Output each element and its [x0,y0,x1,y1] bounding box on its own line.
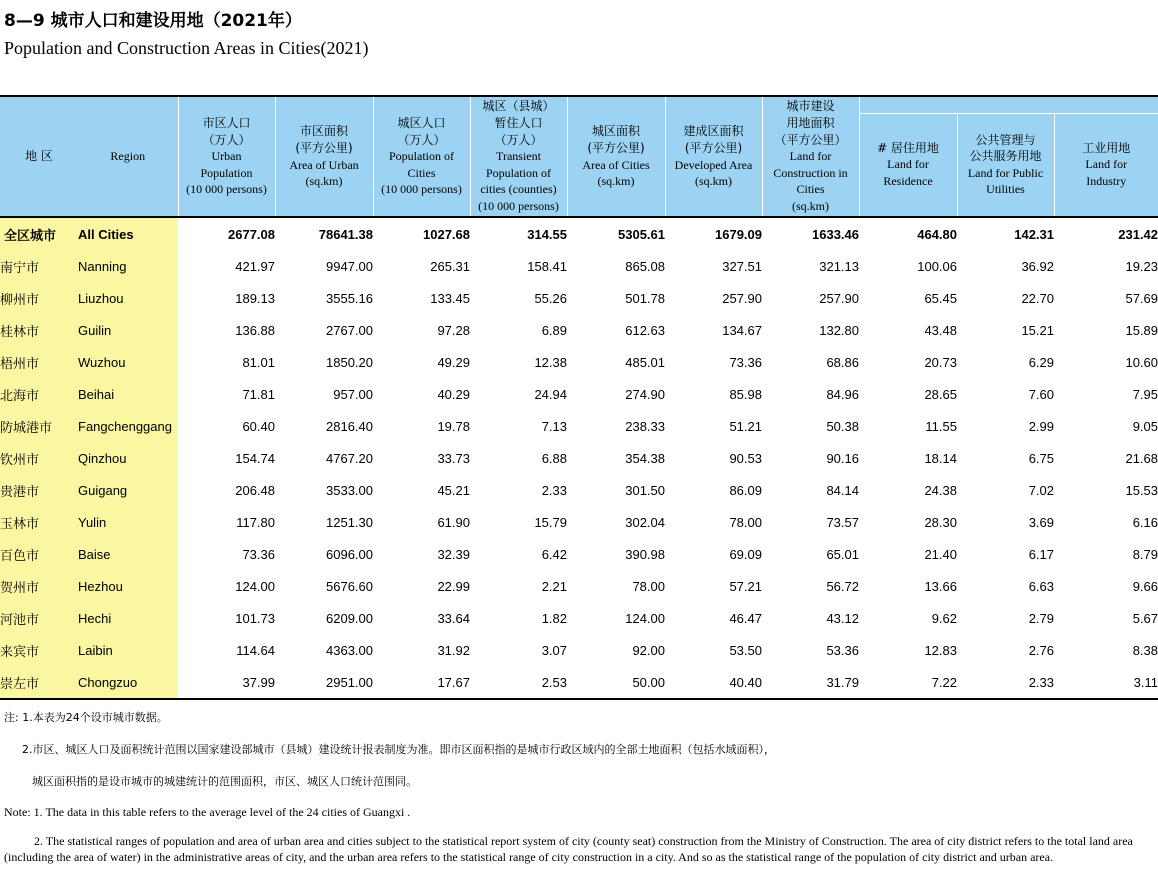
data-table [0,95,1158,700]
table-cell: 24.38 [924,482,957,498]
table-cell: 20.73 [924,354,957,370]
region-name-cn: 贵港市 [0,474,78,506]
table-cell: 257.90 [819,290,859,306]
table-cell: 6209.00 [326,610,373,626]
table-cell: 78.00 [632,578,665,594]
table-row [0,410,1158,442]
table-cell: 2816.40 [326,418,373,434]
table-cell: 3533.00 [326,482,373,498]
table-cell: 19.23 [1125,258,1158,274]
table-cell: 134.67 [722,322,762,338]
table-cell: 114.64 [236,642,275,658]
region-name-en: Guigang [78,474,178,506]
header-industry-land: 工业用地 Land for Industry [1054,113,1158,217]
table-cell: 3.11 [1054,666,1158,699]
table-cell: 15.89 [1125,322,1158,338]
table-header [0,96,1158,217]
table-cell: 2.33 [541,482,567,498]
table-cell: 97.28 [437,322,470,338]
table-cell: 154.74 [235,450,275,466]
table-cell: 321.13 [819,258,859,274]
table-cell: 60.40 [242,418,275,434]
region-name-en: Chongzuo [78,666,178,699]
table-cell: 50.38 [826,418,859,434]
table-cell: 158.41 [527,258,567,274]
table-cell: 231.42 [1054,217,1158,250]
table-cell: 464.80 [859,217,957,250]
table-cell: 142.31 [957,217,1054,250]
table-cell: 1679.09 [665,217,762,250]
header-land-group [859,96,1158,113]
table-cell: 68.86 [826,354,859,370]
table-cell: 7.02 [1028,482,1054,498]
table-cell: 15.21 [1021,322,1054,338]
region-name-en: Nanning [78,250,178,282]
table-cell: 28.65 [924,386,957,402]
note-cn-3: 城区面积指的是设市城市的城建统计的范围面积，市区、城区人口统计范围同。 [32,775,417,788]
table-row [0,250,1158,282]
table-cell: 12.38 [534,354,567,370]
table-cell: 957.00 [333,386,373,402]
table-row [0,314,1158,346]
table-cell: 101.73 [235,610,275,626]
table-cell: 55.26 [534,290,567,306]
table-cell: 85.98 [729,386,762,402]
page-title-cn: 8—9 城市人口和建设用地（2021年） [4,11,302,31]
table-cell: 6096.00 [326,546,373,562]
table-cell: 485.01 [625,354,665,370]
table-cell: 78.00 [729,514,762,530]
table-cell: 301.50 [625,482,665,498]
table-cell: 21.40 [924,546,957,562]
table-cell: 9.05 [1132,418,1158,434]
table-cell: 421.97 [235,258,275,274]
region-name-cn: 北海市 [0,378,78,410]
table-cell: 3.69 [1028,514,1054,530]
table-cell: 40.29 [437,386,470,402]
table-cell: 18.14 [924,450,957,466]
table-cell: 49.29 [437,354,470,370]
table-cell: 51.21 [729,418,762,434]
table-cell: 37.99 [178,666,275,699]
table-cell: 2951.00 [275,666,373,699]
table-cell: 136.88 [235,322,275,338]
table-cell: 6.42 [541,546,567,562]
table-cell: 2767.00 [326,322,373,338]
table-cell: 56.72 [826,578,859,594]
table-cell: 117.80 [236,514,275,530]
table-cell: 65.45 [924,290,957,306]
table-cell: 3.07 [541,642,567,658]
region-name-cn: 防城港市 [0,410,78,442]
region-name-cn: 河池市 [0,602,78,634]
region-name-en: Fangchenggang [78,410,178,442]
table-cell: 46.47 [729,610,762,626]
table-cell: 7.22 [859,666,957,699]
table-cell: 2677.08 [178,217,275,250]
region-name-cn: 贺州市 [0,570,78,602]
table-row [0,634,1158,666]
table-row [0,346,1158,378]
table-cell: 9.62 [931,610,957,626]
region-name-en: Yulin [78,506,178,538]
table-cell: 31.92 [437,642,470,658]
table-cell: 8.79 [1132,546,1158,562]
table-cell: 1251.30 [326,514,373,530]
table-cell: 5676.60 [326,578,373,594]
table-cell: 7.60 [1028,386,1054,402]
table-cell: 43.48 [924,322,957,338]
header-region-cn: 地 区 [0,96,78,217]
region-name-cn: 崇左市 [0,666,78,699]
table-cell: 84.14 [826,482,859,498]
table-cell: 7.95 [1132,386,1158,402]
header-construction-land: 城市建设 用地面积 （平方公里） Land for Construction in Cities (sq.km) [762,96,859,217]
table-cell: 5.67 [1132,610,1158,626]
table-cell: 69.09 [729,546,762,562]
table-cell: 15.79 [534,514,567,530]
table-cell: 354.38 [625,450,665,466]
table-cell: 12.83 [924,642,957,658]
table-cell: 40.40 [665,666,762,699]
header-transient-population: 城区（县城） 暂住人口 （万人） Transient Population of cities (counties) (10 000 persons) [470,96,567,217]
header-urban-area: 市区面积 (平方公里) Area of Urban (sq.km) [275,96,373,217]
table-cell: 57.21 [729,578,762,594]
table-cell: 6.89 [541,322,567,338]
table-cell: 6.16 [1132,514,1158,530]
table-cell: 314.55 [470,217,567,250]
table-cell: 31.79 [762,666,859,699]
table-cell: 21.68 [1125,450,1158,466]
table-cell: 15.53 [1125,482,1158,498]
table-cell: 133.45 [430,290,470,306]
region-name-en: Hezhou [78,570,178,602]
table-cell: 17.67 [373,666,470,699]
table-cell: 36.92 [1021,258,1054,274]
table-cell: 8.38 [1132,642,1158,658]
table-cell: 86.09 [729,482,762,498]
table-cell: 65.01 [826,546,859,562]
table-cell: 53.36 [826,642,859,658]
table-row [0,506,1158,538]
table-cell: 4767.20 [326,450,373,466]
note-cn-1: 注: 1.本表为24个设市城市数据。 [4,711,168,724]
table-cell: 10.60 [1125,354,1158,370]
table-cell: 33.64 [437,610,470,626]
table-cell: 6.63 [1028,578,1054,594]
table-cell: 57.69 [1125,290,1158,306]
table-row [0,602,1158,634]
region-name-en: Beihai [78,378,178,410]
header-public-land: 公共管理与 公共服务用地 Land for Public Utilities [957,113,1054,217]
table-cell: 274.90 [625,386,665,402]
region-name-cn: 玉林市 [0,506,78,538]
table-cell: 189.13 [235,290,275,306]
table-cell: 22.99 [437,578,470,594]
table-cell: 390.98 [625,546,665,562]
table-cell: 71.81 [242,386,275,402]
table-cell: 61.90 [437,514,470,530]
region-name-en: Qinzhou [78,442,178,474]
table-cell: 9.66 [1132,578,1158,594]
table-cell: 13.66 [924,578,957,594]
table-cell: 124.00 [625,610,665,626]
header-city-area: 城区面积 (平方公里) Area of Cities (sq.km) [567,96,665,217]
region-name-en: Hechi [78,602,178,634]
table-cell: 6.75 [1028,450,1054,466]
table-cell: 32.39 [437,546,470,562]
table-row [0,474,1158,506]
table-cell: 28.30 [924,514,957,530]
region-name-en: Baise [78,538,178,570]
table-cell: 90.16 [826,450,859,466]
page-title-en: Population and Construction Areas in Cities(2021) [4,38,369,58]
table-cell: 33.73 [437,450,470,466]
table-cell: 73.36 [729,354,762,370]
table-cell: 81.01 [242,354,275,370]
header-city-population: 城区人口 （万人） Population of Cities (10 000 persons) [373,96,470,217]
table-cell: 124.00 [235,578,275,594]
table-cell: 302.04 [625,514,665,530]
note-cn-2: 2.市区、城区人口及面积统计范围以国家建设部城市（县城）建设统计报表制度为准。即市区面积指的是城市行政区域内的全部土地面积（包括水域面积）， [22,743,775,756]
table-cell: 24.94 [534,386,567,402]
table-cell: 73.57 [826,514,859,530]
table-cell: 2.76 [1028,642,1054,658]
table-row [0,666,1158,699]
table-cell: 2.53 [470,666,567,699]
table-row [0,282,1158,314]
table-cell: 6.88 [541,450,567,466]
header-residence-land: # 居住用地 Land for Residence [859,113,957,217]
table-cell: 612.63 [625,322,665,338]
table-row-total [0,217,1158,250]
table-cell: 327.51 [722,258,762,274]
table-row [0,538,1158,570]
table-cell: 132.80 [819,322,859,338]
region-name-cn: 南宁市 [0,250,78,282]
table-cell: 4363.00 [326,642,373,658]
table-cell: 22.70 [1021,290,1054,306]
note-en-2: 2. The statistical ranges of population and area of urban area and cities subject to the statistical report system of city (county seat) construction from the Ministry of Construction. The area of city district refers to the total land area (including the area of water) in the administrative areas of city, and the urban area refers to the statistical range of city construction in a city. And so as the statistical range of the population of city district and urban area. [4,834,1133,864]
table-cell: 265.31 [430,258,470,274]
table-cell: 3555.16 [326,290,373,306]
region-name-cn: 柳州市 [0,282,78,314]
table-cell: 45.21 [437,482,470,498]
table-cell: 78641.38 [275,217,373,250]
region-name-en: Liuzhou [78,282,178,314]
table-cell: 11.55 [925,418,957,434]
header-region-en: Region [78,96,178,217]
region-name-cn: 桂林市 [0,314,78,346]
table-cell: 6.29 [1028,354,1054,370]
table-cell: 1027.68 [373,217,470,250]
table-cell: 2.99 [1028,418,1054,434]
table-cell: 5305.61 [567,217,665,250]
header-developed-area: 建成区面积 (平方公里) Developed Area (sq.km) [665,96,762,217]
table-cell: 84.96 [826,386,859,402]
table-row [0,570,1158,602]
region-name-cn: 百色市 [0,538,78,570]
table-cell: 53.50 [729,642,762,658]
table-cell: 92.00 [632,642,665,658]
region-name-en: Laibin [78,634,178,666]
table-cell: 100.06 [917,258,957,274]
table-cell: 50.00 [567,666,665,699]
table-cell: 1633.46 [762,217,859,250]
region-name-en: Guilin [78,314,178,346]
note-en-1: Note: 1. The data in this table refers to the average level of the 24 cities of Guangxi . [4,805,411,819]
region-name-en: All Cities [78,217,178,250]
table-cell: 257.90 [722,290,762,306]
region-name-en: Wuzhou [78,346,178,378]
table-cell: 206.48 [235,482,275,498]
table-row [0,378,1158,410]
table-cell: 1.82 [541,610,567,626]
region-name-cn: 梧州市 [0,346,78,378]
table-cell: 1850.20 [326,354,373,370]
header-urban-population: 市区人口 （万人） Urban Population (10 000 persons) [178,96,275,217]
table-cell: 9947.00 [326,258,373,274]
table-cell: 43.12 [826,610,859,626]
table-cell: 2.21 [541,578,567,594]
table-cell: 865.08 [625,258,665,274]
table-cell: 2.33 [957,666,1054,699]
region-name-cn: 钦州市 [0,442,78,474]
table-cell: 238.33 [625,418,665,434]
table-cell: 2.79 [1028,610,1054,626]
table-cell: 6.17 [1028,546,1054,562]
region-name-cn: 全区城市 [0,217,78,250]
table-cell: 19.78 [437,418,470,434]
table-cell: 7.13 [541,418,567,434]
table-cell: 73.36 [242,546,275,562]
table-cell: 501.78 [625,290,665,306]
region-name-cn: 来宾市 [0,634,78,666]
table-row [0,442,1158,474]
table-cell: 90.53 [729,450,762,466]
table-body [0,217,1158,699]
